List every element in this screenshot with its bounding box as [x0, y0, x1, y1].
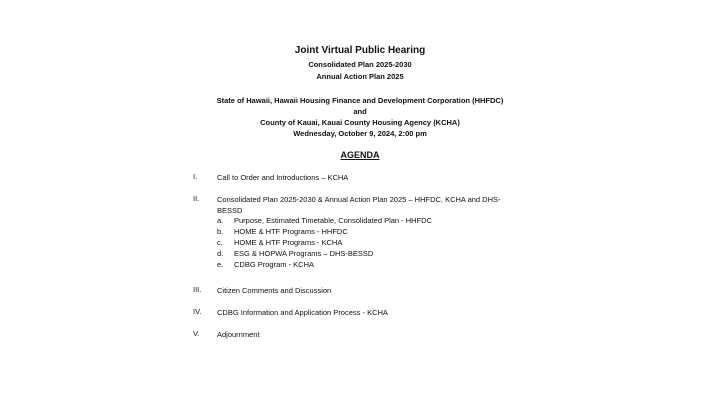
org-line-state: State of Hawaii, Hawaii Housing Finance and Development Corporation (HHFDC) — [216, 96, 504, 105]
page-title: Joint Virtual Public Hearing — [294, 45, 426, 56]
date-line: Wednesday, October 9, 2024, 2:00 pm — [293, 129, 427, 138]
org-line-and: and — [353, 107, 367, 116]
agenda-item-text: CDBG Information and Application Process - KCHA — [217, 308, 388, 317]
agenda-item-text: Call to Order and Introductions – KCHA — [217, 173, 349, 182]
agenda-subitem-text: HOME & HTF Programs - KCHA — [234, 238, 343, 247]
agenda-subitem-letter: d. — [217, 249, 224, 258]
agenda-heading: AGENDA — [340, 150, 380, 160]
agenda-item-text: Adjournment — [217, 330, 260, 339]
agenda-item-number: I. — [193, 172, 198, 181]
agenda-item-text: Consolidated Plan 2025-2030 & Annual Action Plan 2025 – HHFDC, KCHA and DHS-BESSD — [217, 195, 501, 215]
org-line-county: County of Kauai, Kauai County Housing Agency (KCHA) — [260, 118, 460, 127]
agenda-item-number: III. — [193, 285, 202, 294]
agenda-subitem-letter: e. — [217, 260, 224, 269]
agenda-subitem-text: ESG & HOPWA Programs – DHS-BESSD — [234, 249, 374, 258]
agenda-subitem-text: Purpose, Estimated Timetable, Consolidated Plan - HHFDC — [234, 216, 433, 225]
agenda-subitem-letter: a. — [217, 216, 224, 225]
subtitle-action-plan: Annual Action Plan 2025 — [316, 72, 404, 81]
agenda-subitem-text: CDBG Program - KCHA — [234, 260, 315, 269]
subtitle-consolidated-plan: Consolidated Plan 2025-2030 — [308, 60, 412, 69]
agenda-item-text: Citizen Comments and Discussion — [217, 286, 332, 295]
agenda-subitem-letter: b. — [217, 227, 224, 236]
agenda-item-number: IV. — [193, 307, 202, 316]
agenda-item-number: V. — [193, 329, 200, 338]
agenda-item-number: II. — [193, 194, 200, 203]
agenda-subitem-text: HOME & HTF Programs - HHFDC — [234, 227, 348, 236]
agenda-subitem-letter: c. — [217, 238, 223, 247]
